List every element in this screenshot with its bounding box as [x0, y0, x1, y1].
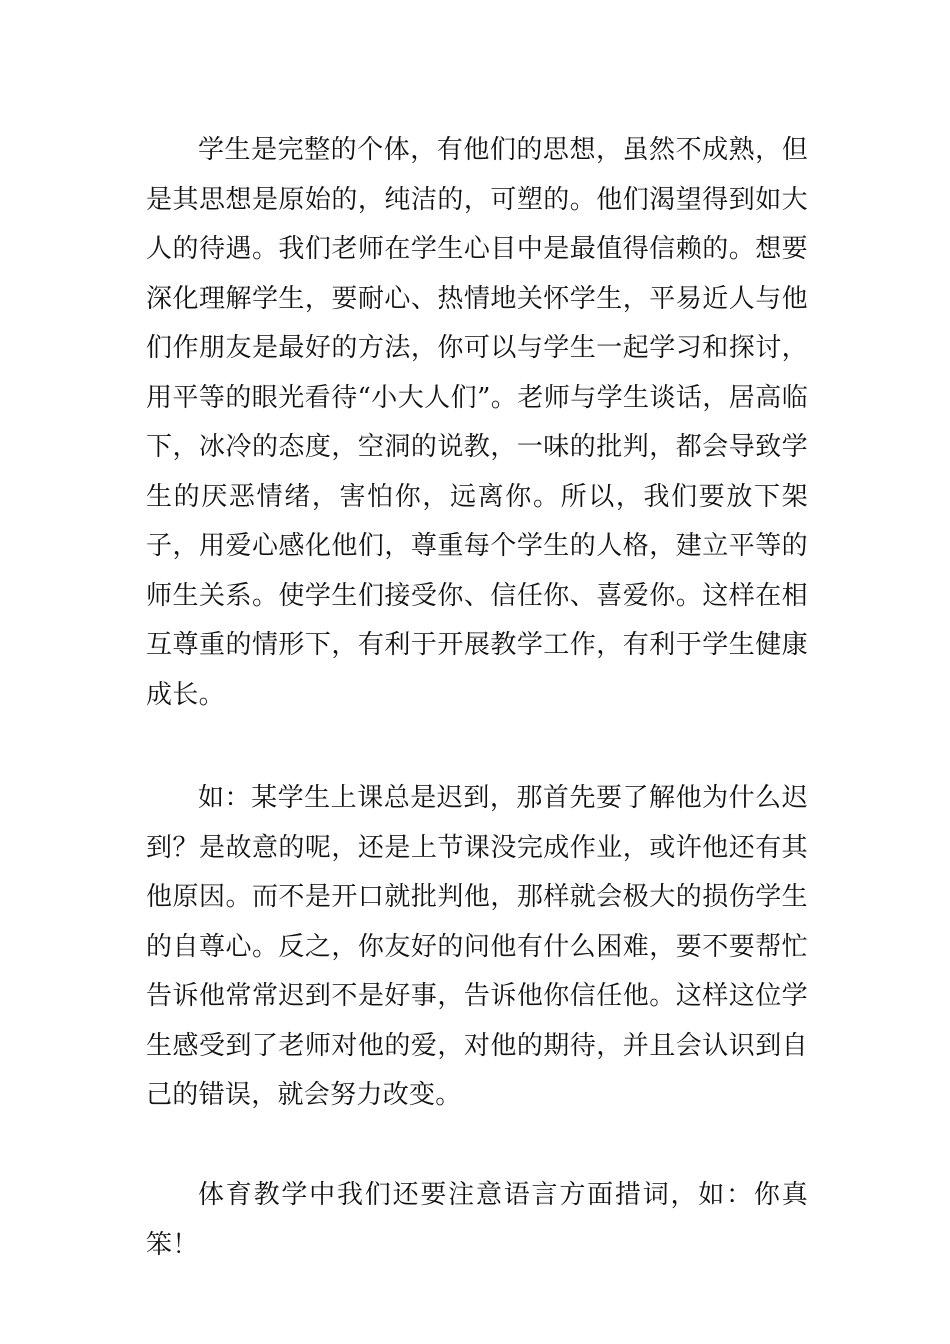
paragraph-respect-students: 学生是完整的个体，有他们的思想，虽然不成熟，但是其思想是原始的，纯洁的，可塑的。他们渴望得到如大人的待遇。我们老师在学生心目中是最值得信赖的。想要深化理解学生，要耐心、热情地关怀学生，平易近人与他们作朋友是最好的方法，你可以与学生一起学习和探讨，用平等的眼光看待“小大人们”。老师与学生谈话，居高临下，冰冷的态度，空洞的说教，一味的批判，都会导致学生的厌恶情绪，害怕你，远离你。所以，我们要放下架子，用爱心感化他们，尊重每个学生的人格，建立平等的师生关系。使学生们接受你、信任你、喜爱你。这样在相互尊重的情形下，有利于开展教学工作，有利于学生健康成长。 [146, 135, 808, 710]
paragraph-late-student-example: 如：某学生上课总是迟到，那首先要了解他为什么迟到？是故意的呢，还是上节课没完成作业，或许他还有其他原因。而不是开口就批判他，那样就会极大的损伤学生的自尊心。反之，你友好的问他有什么困难，要不要帮忙告诉他常常迟到不是好事，告诉他你信任他。这样这位学生感受到了老师对他的爱，对他的期待，并且会认识到自己的错误，就会努力改变。 [146, 783, 808, 1110]
paragraph-language-wording: 体育教学中我们还要注意语言方面措词，如：你真笨！ [146, 1180, 808, 1260]
